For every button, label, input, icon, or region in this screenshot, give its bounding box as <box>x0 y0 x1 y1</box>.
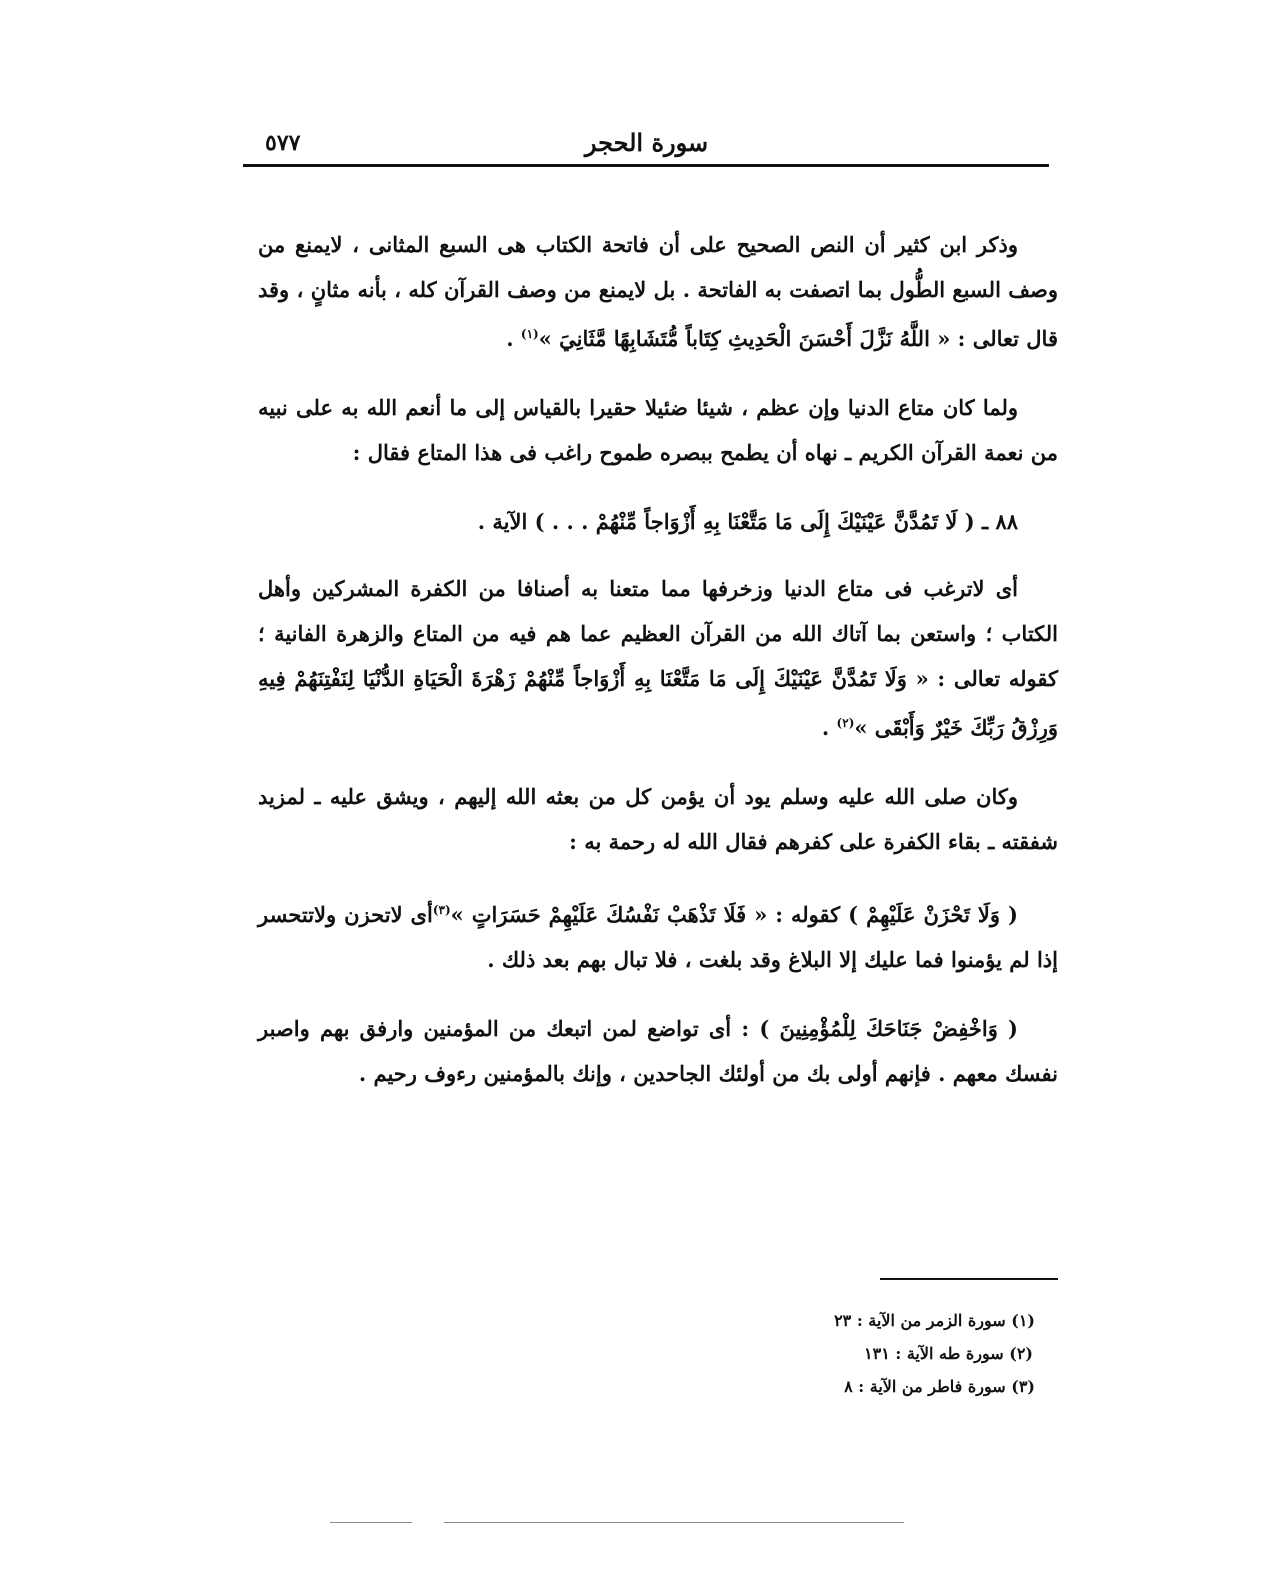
paragraph-6: ( وَاخْفِضْ جَنَاحَكَ لِلْمُؤْمِنِينَ ) : أى تواضع لمن اتبعك من المؤمنين وارفق بهم واصبر نفسك معهم . فإنهم أولى بك من أولئك الجاحدين ، وإنك بالمؤمنين رءوف رحيم . <box>258 1016 1058 1086</box>
footnote-ref-3: (٣) <box>432 903 451 917</box>
header-rule <box>243 164 1049 167</box>
footnote-3: (٣) سورة فاطر من الآية : ٨ <box>844 1377 1035 1396</box>
page-header <box>245 128 1048 160</box>
footnote-1: (١) سورة الزمر من الآية : ٢٣ <box>834 1311 1035 1330</box>
scan-edge-line <box>444 1522 904 1523</box>
footnote-rule <box>880 1278 1058 1280</box>
verse-88: ٨٨ ـ ( لَا تَمُدَّنَّ عَيْنَيْكَ إِلَى مَا مَتَّعْنَا بِهِ أَزْوَاجاً مِّنْهُمْ . . . ) الآية . <box>477 509 1018 534</box>
paragraph-4: وكان صلى الله عليه وسلم يود أن يؤمن كل من بعثه الله إليهم ، ويشق عليه ـ لمزيد شفقته ـ بقاء الكفرة على كفرهم فقال الله له رحمة به : <box>258 784 1058 854</box>
page-number: ٥٧٧ <box>265 130 301 156</box>
paragraph-2: ولما كان متاع الدنيا وإن عظم ، شيئا ضئيلا حقيرا بالقياس إلى ما أنعم الله به على نبيه من نعمة القرآن الكريم ـ نهاه أن يطمح ببصره طموح راغب فى هذا المتاع فقال : <box>258 395 1058 465</box>
paragraph-3: أى لاترغب فى متاع الدنيا وزخرفها مما متعنا به أصنافا من الكفرة المشركين وأهل الكتاب ؛ واستعن بما آتاك الله من القرآن العظيم عما هم فيه من المتاع والزهرة الفانية ؛ كقوله تعالى : « وَلَا تَمُدَّنَّ عَيْنَيْكَ إِلَى مَا مَتَّعْنَا بِهِ أَزْوَاجاً مِّنْهُمْ زَهْرَةَ الْحَيَاةِ الدُّنْيَا لِنَفْتِنَهُمْ فِيهِ وَرِزْقُ رَبِّكَ خَيْرٌ وَأَبْقَى »$^{(٢)}$ . <box>258 576 1058 740</box>
footnote-2: (٢) سورة طه الآية : ١٣١ <box>864 1344 1033 1363</box>
main-text <box>258 222 1058 1120</box>
paragraph-5: ( وَلَا تَحْزَنْ عَلَيْهِمْ ) كقوله : « فَلَا تَذْهَبْ نَفْسُكَ عَلَيْهِمْ حَسَرَاتٍ »$^{(٣)}$أى لاتحزن ولاتتحسر إذا لم يؤمنوا فما عليك إلا البلاغ وقد بلغت ، فلا تبال بهم بعد ذلك . <box>258 902 1058 972</box>
footnote-ref-1: (١) <box>520 327 539 341</box>
footnote-ref-2: (٢) <box>836 716 855 730</box>
paragraph-1: وذكر ابن كثير أن النص الصحيح على أن فاتحة الكتاب هى السبع المثانى ، لايمنع من وصف السبع الطُّول بما اتصفت به الفاتحة . بل لايمنع من وصف القرآن كله ، بأنه مثانٍ ، وقد قال تعالى : « اللَّهُ نَزَّلَ أَحْسَنَ الْحَدِيثِ كِتَاباً مُّتَشَابِهًا مَّثَانِيَ »$^{(١)}$ . <box>258 232 1058 351</box>
surah-title: سورة الحجر <box>584 128 709 157</box>
footnotes <box>700 1304 1035 1403</box>
scan-edge-line <box>330 1522 412 1523</box>
